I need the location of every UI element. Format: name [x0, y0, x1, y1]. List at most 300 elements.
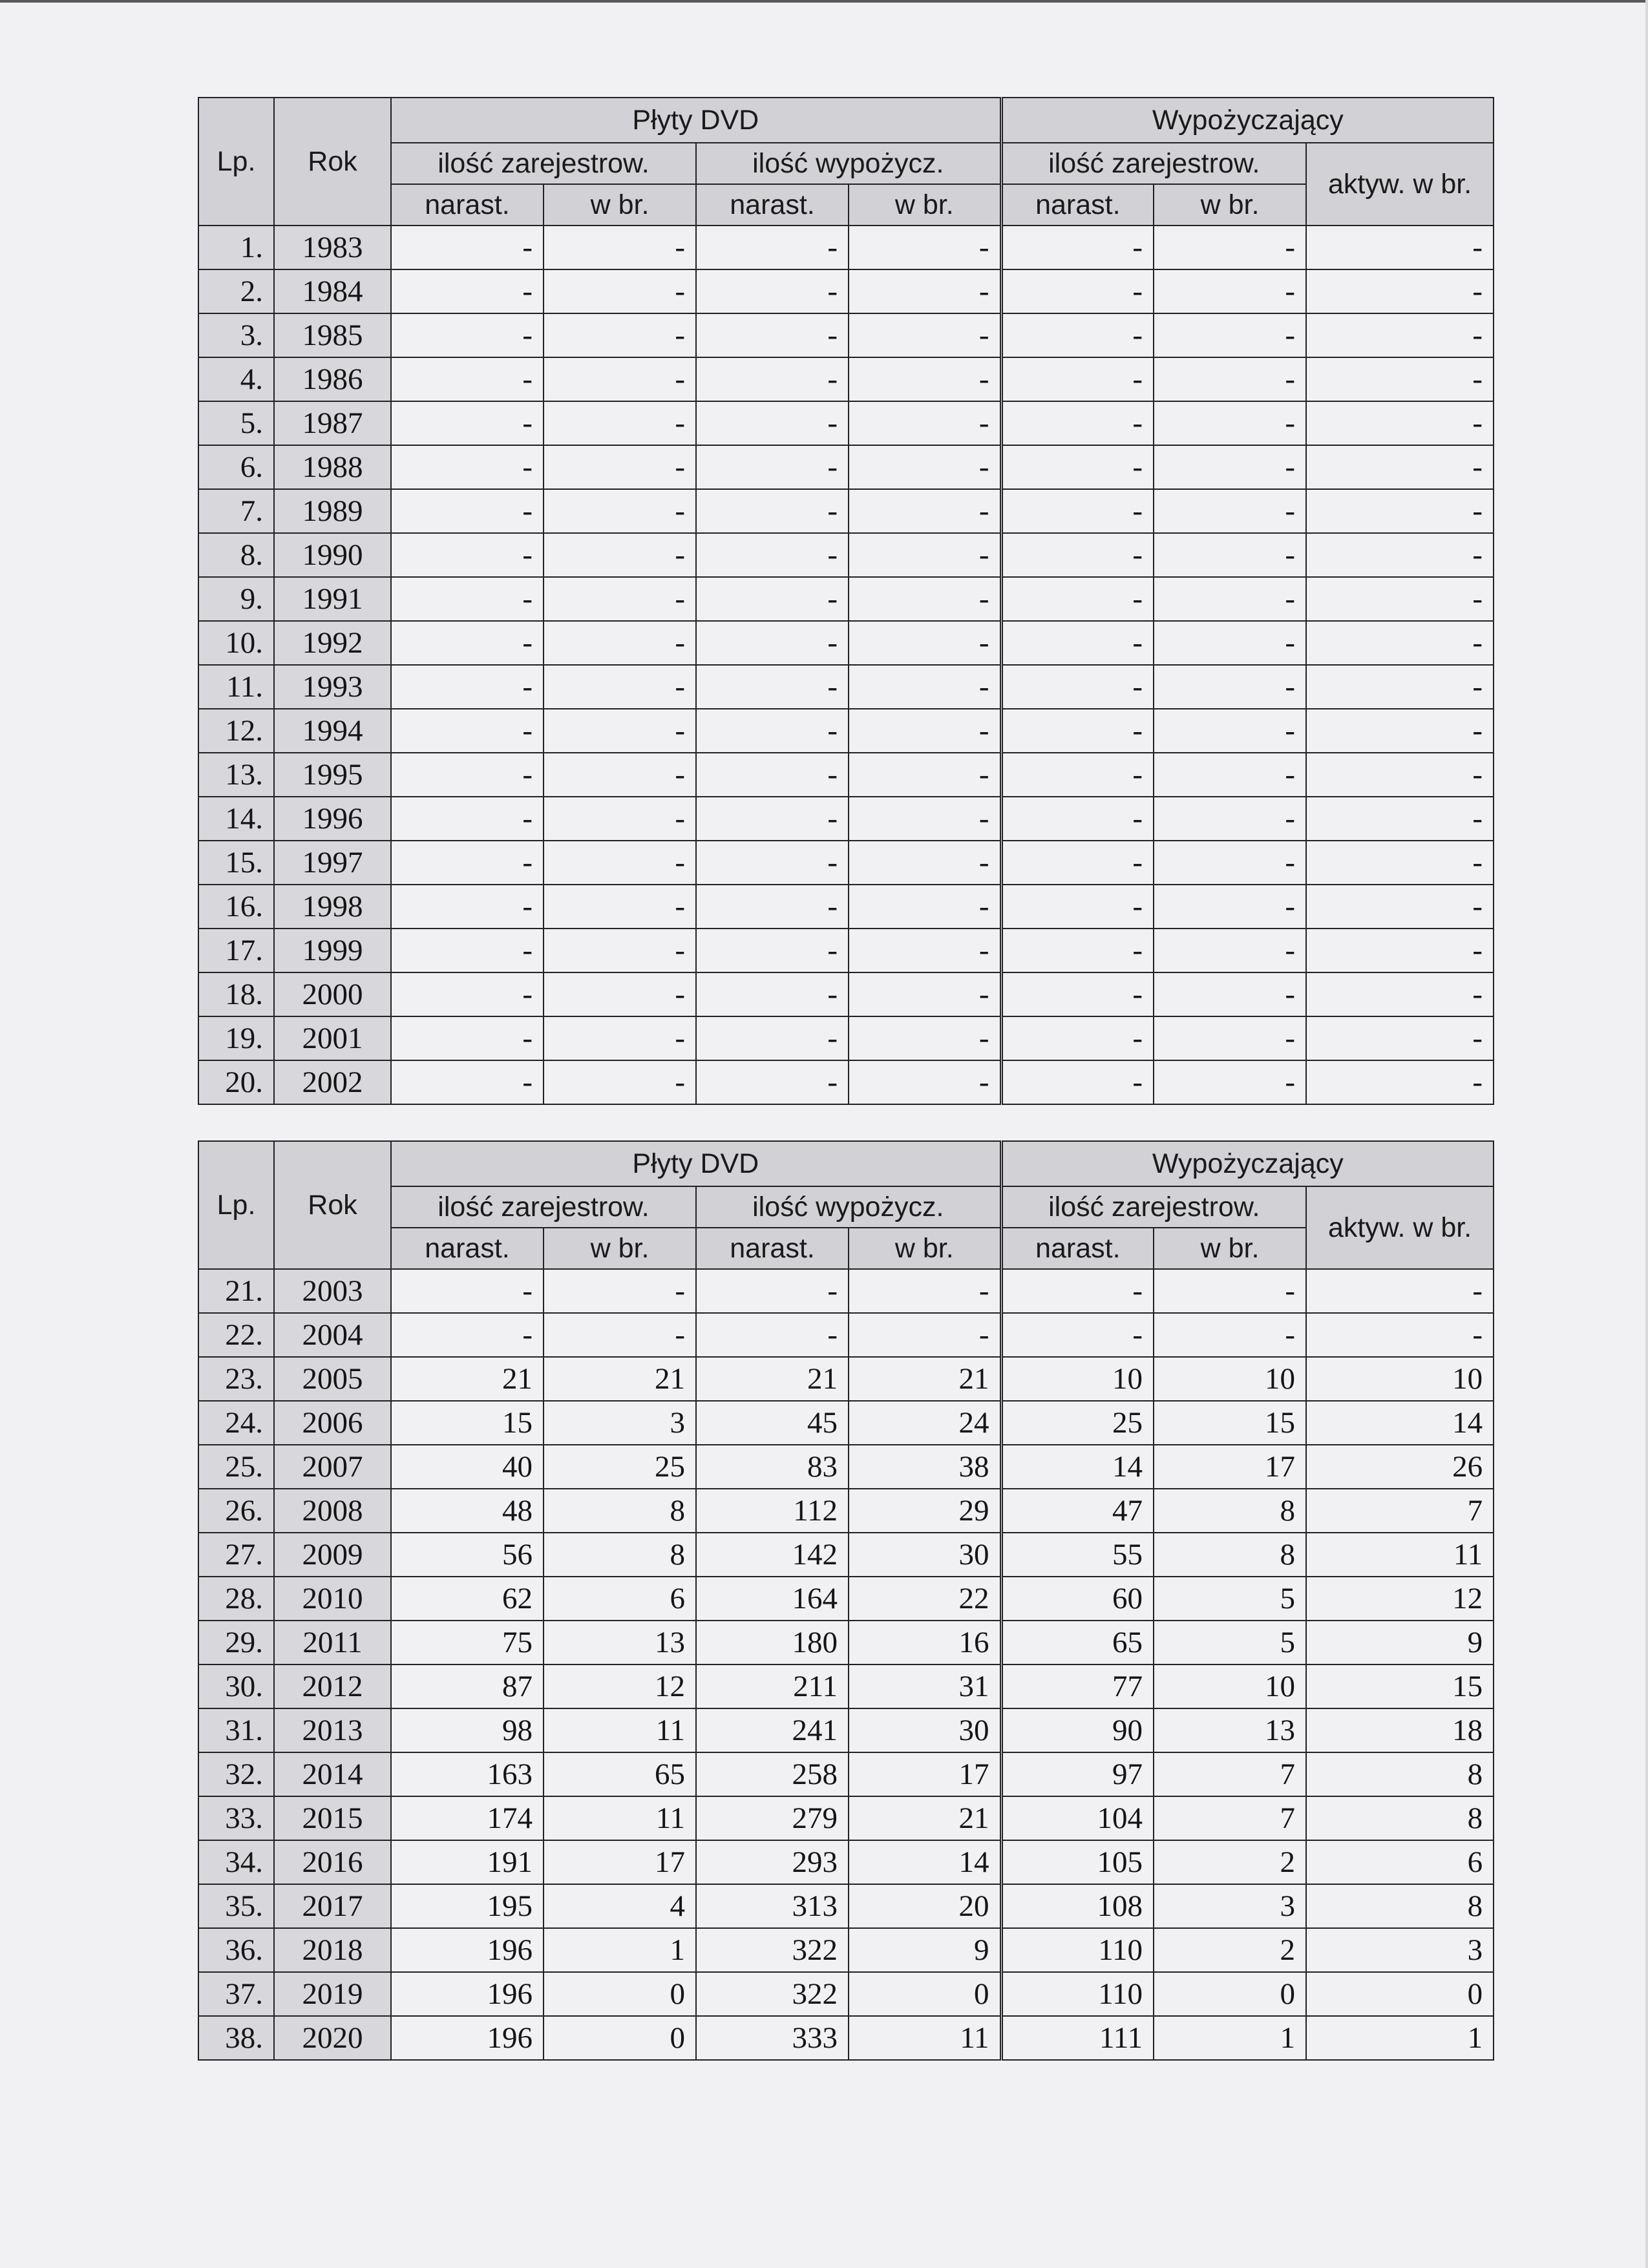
- header-lp: Lp.: [198, 1141, 274, 1269]
- dvd-registered-cumulative: 56: [391, 1533, 544, 1577]
- header-rok: Rok: [274, 1141, 391, 1269]
- row-year: 2018: [274, 1928, 391, 1972]
- dvd-loans-cumulative: 211: [696, 1664, 849, 1708]
- borrowers-registered-cumulative: 110: [1001, 1928, 1154, 1972]
- table-body: [198, 226, 1494, 1104]
- row-lp: 37.: [198, 1972, 274, 2016]
- row-lp: 2.: [198, 269, 274, 313]
- table-row: [198, 1313, 1494, 1357]
- row-year: 1991: [274, 577, 391, 621]
- borrowers-registered-cumulative: -: [1001, 313, 1154, 357]
- row-lp: 23.: [198, 1357, 274, 1401]
- dvd-loans-this-year: 22: [849, 1577, 1001, 1621]
- table-row: [198, 1533, 1494, 1577]
- dvd-stats-table-2: [198, 1140, 1494, 2061]
- dvd-loans-cumulative: -: [696, 841, 849, 885]
- borrowers-registered-this-year: 8: [1154, 1489, 1306, 1533]
- header-registered: ilość zarejestrow.: [391, 1186, 696, 1228]
- dvd-registered-cumulative: -: [391, 577, 544, 621]
- borrowers-registered-cumulative: 105: [1001, 1840, 1154, 1884]
- dvd-loans-cumulative: -: [696, 226, 849, 269]
- dvd-registered-cumulative: 75: [391, 1621, 544, 1664]
- row-year: 1998: [274, 885, 391, 929]
- dvd-registered-cumulative: -: [391, 972, 544, 1016]
- dvd-registered-cumulative: -: [391, 1016, 544, 1060]
- row-year: 2004: [274, 1313, 391, 1357]
- dvd-registered-cumulative: 163: [391, 1752, 544, 1796]
- borrowers-registered-cumulative: -: [1001, 357, 1154, 401]
- borrowers-registered-this-year: 2: [1154, 1840, 1306, 1884]
- row-lp: 10.: [198, 621, 274, 665]
- header-group-borrowers: Wypożyczający: [1001, 1141, 1494, 1186]
- table-row: [198, 1884, 1494, 1928]
- dvd-registered-this-year: 12: [544, 1664, 696, 1708]
- borrowers-registered-cumulative: 65: [1001, 1621, 1154, 1664]
- row-lp: 11.: [198, 665, 274, 709]
- row-lp: 36.: [198, 1928, 274, 1972]
- dvd-registered-this-year: -: [544, 1060, 696, 1104]
- row-year: 1994: [274, 709, 391, 753]
- dvd-registered-this-year: 17: [544, 1840, 696, 1884]
- borrowers-active-this-year: -: [1306, 841, 1494, 885]
- dvd-loans-cumulative: 258: [696, 1752, 849, 1796]
- dvd-loans-cumulative: 45: [696, 1401, 849, 1445]
- borrowers-registered-this-year: -: [1154, 577, 1306, 621]
- header-loans: ilość wypożycz.: [696, 143, 1001, 184]
- borrowers-active-this-year: -: [1306, 972, 1494, 1016]
- dvd-registered-this-year: 21: [544, 1357, 696, 1401]
- dvd-loans-this-year: -: [849, 841, 1001, 885]
- row-lp: 14.: [198, 797, 274, 841]
- dvd-loans-this-year: -: [849, 885, 1001, 929]
- dvd-registered-this-year: -: [544, 577, 696, 621]
- table-header: [198, 1141, 1494, 1269]
- borrowers-registered-this-year: -: [1154, 929, 1306, 972]
- dvd-loans-this-year: -: [849, 269, 1001, 313]
- borrowers-registered-cumulative: -: [1001, 797, 1154, 841]
- dvd-loans-cumulative: -: [696, 401, 849, 445]
- table-row: [198, 665, 1494, 709]
- dvd-loans-cumulative: 142: [696, 1533, 849, 1577]
- dvd-registered-cumulative: -: [391, 841, 544, 885]
- row-lp: 17.: [198, 929, 274, 972]
- dvd-registered-this-year: 13: [544, 1621, 696, 1664]
- table-row: [198, 1796, 1494, 1840]
- row-lp: 27.: [198, 1533, 274, 1577]
- row-year: 2005: [274, 1357, 391, 1401]
- row-year: 1993: [274, 665, 391, 709]
- dvd-loans-this-year: -: [849, 1313, 1001, 1357]
- borrowers-active-this-year: 6: [1306, 1840, 1494, 1884]
- dvd-loans-cumulative: -: [696, 709, 849, 753]
- dvd-registered-cumulative: -: [391, 929, 544, 972]
- borrowers-registered-this-year: 3: [1154, 1884, 1306, 1928]
- header-cumulative: narast.: [391, 1228, 544, 1269]
- dvd-registered-cumulative: 191: [391, 1840, 544, 1884]
- dvd-loans-this-year: 30: [849, 1708, 1001, 1752]
- row-lp: 6.: [198, 445, 274, 489]
- borrowers-registered-this-year: -: [1154, 226, 1306, 269]
- table-row: [198, 577, 1494, 621]
- dvd-registered-this-year: -: [544, 1016, 696, 1060]
- row-year: 1983: [274, 226, 391, 269]
- dvd-loans-cumulative: 180: [696, 1621, 849, 1664]
- row-year: 2020: [274, 2016, 391, 2060]
- dvd-registered-this-year: 25: [544, 1445, 696, 1489]
- borrowers-active-this-year: -: [1306, 621, 1494, 665]
- dvd-registered-cumulative: -: [391, 313, 544, 357]
- dvd-loans-cumulative: -: [696, 885, 849, 929]
- borrowers-registered-this-year: -: [1154, 269, 1306, 313]
- borrowers-active-this-year: 12: [1306, 1577, 1494, 1621]
- borrowers-registered-this-year: -: [1154, 709, 1306, 753]
- dvd-loans-this-year: -: [849, 401, 1001, 445]
- borrowers-registered-cumulative: -: [1001, 972, 1154, 1016]
- row-lp: 34.: [198, 1840, 274, 1884]
- dvd-registered-this-year: 8: [544, 1533, 696, 1577]
- dvd-loans-cumulative: -: [696, 929, 849, 972]
- borrowers-active-this-year: -: [1306, 1269, 1494, 1313]
- dvd-registered-this-year: 8: [544, 1489, 696, 1533]
- dvd-loans-this-year: 31: [849, 1664, 1001, 1708]
- table-row: [198, 1928, 1494, 1972]
- borrowers-registered-cumulative: -: [1001, 533, 1154, 577]
- borrowers-active-this-year: 14: [1306, 1401, 1494, 1445]
- dvd-registered-cumulative: -: [391, 885, 544, 929]
- borrowers-active-this-year: -: [1306, 489, 1494, 533]
- table-row: [198, 1445, 1494, 1489]
- dvd-registered-cumulative: 196: [391, 2016, 544, 2060]
- dvd-registered-this-year: 1: [544, 1928, 696, 1972]
- borrowers-active-this-year: -: [1306, 357, 1494, 401]
- dvd-loans-this-year: -: [849, 972, 1001, 1016]
- header-registered-borrowers: ilość zarejestrow.: [1001, 143, 1306, 184]
- table-row: [198, 1016, 1494, 1060]
- dvd-registered-cumulative: 98: [391, 1708, 544, 1752]
- row-year: 2010: [274, 1577, 391, 1621]
- dvd-loans-this-year: 21: [849, 1796, 1001, 1840]
- row-year: 1985: [274, 313, 391, 357]
- dvd-registered-this-year: 0: [544, 1972, 696, 2016]
- dvd-loans-cumulative: 293: [696, 1840, 849, 1884]
- table-row: [198, 313, 1494, 357]
- dvd-registered-this-year: -: [544, 357, 696, 401]
- dvd-loans-cumulative: -: [696, 665, 849, 709]
- row-lp: 12.: [198, 709, 274, 753]
- borrowers-active-this-year: -: [1306, 1313, 1494, 1357]
- table-row: [198, 401, 1494, 445]
- dvd-loans-cumulative: -: [696, 753, 849, 797]
- row-lp: 18.: [198, 972, 274, 1016]
- borrowers-registered-cumulative: -: [1001, 577, 1154, 621]
- dvd-registered-this-year: 11: [544, 1708, 696, 1752]
- borrowers-registered-cumulative: -: [1001, 1313, 1154, 1357]
- dvd-registered-cumulative: 196: [391, 1928, 544, 1972]
- borrowers-registered-cumulative: -: [1001, 489, 1154, 533]
- row-lp: 16.: [198, 885, 274, 929]
- borrowers-registered-this-year: -: [1154, 972, 1306, 1016]
- table-row: [198, 709, 1494, 753]
- borrowers-registered-cumulative: -: [1001, 885, 1154, 929]
- borrowers-active-this-year: 11: [1306, 1533, 1494, 1577]
- borrowers-registered-this-year: 13: [1154, 1708, 1306, 1752]
- row-year: 1995: [274, 753, 391, 797]
- row-year: 1987: [274, 401, 391, 445]
- dvd-registered-cumulative: -: [391, 445, 544, 489]
- dvd-loans-this-year: -: [849, 313, 1001, 357]
- borrowers-registered-cumulative: -: [1001, 445, 1154, 489]
- table-body: [198, 1269, 1494, 2060]
- dvd-loans-cumulative: -: [696, 445, 849, 489]
- table-row: [198, 885, 1494, 929]
- row-year: 2011: [274, 1621, 391, 1664]
- dvd-loans-this-year: 38: [849, 1445, 1001, 1489]
- borrowers-registered-cumulative: 77: [1001, 1664, 1154, 1708]
- row-year: 2000: [274, 972, 391, 1016]
- borrowers-active-this-year: 18: [1306, 1708, 1494, 1752]
- borrowers-active-this-year: -: [1306, 533, 1494, 577]
- dvd-loans-cumulative: 313: [696, 1884, 849, 1928]
- borrowers-registered-this-year: 0: [1154, 1972, 1306, 2016]
- dvd-registered-cumulative: 195: [391, 1884, 544, 1928]
- dvd-registered-this-year: 0: [544, 2016, 696, 2060]
- row-year: 2003: [274, 1269, 391, 1313]
- row-year: 1997: [274, 841, 391, 885]
- borrowers-registered-this-year: 15: [1154, 1401, 1306, 1445]
- table-row: [198, 1972, 1494, 2016]
- borrowers-registered-this-year: -: [1154, 489, 1306, 533]
- borrowers-active-this-year: -: [1306, 665, 1494, 709]
- table-row: [198, 1664, 1494, 1708]
- dvd-loans-cumulative: -: [696, 577, 849, 621]
- dvd-loans-cumulative: -: [696, 489, 849, 533]
- borrowers-active-this-year: -: [1306, 929, 1494, 972]
- borrowers-registered-cumulative: -: [1001, 665, 1154, 709]
- dvd-loans-cumulative: 241: [696, 1708, 849, 1752]
- table-row: [198, 2016, 1494, 2060]
- borrowers-registered-this-year: -: [1154, 1269, 1306, 1313]
- borrowers-registered-this-year: 7: [1154, 1796, 1306, 1840]
- row-lp: 33.: [198, 1796, 274, 1840]
- row-year: 2019: [274, 1972, 391, 2016]
- borrowers-registered-cumulative: 111: [1001, 2016, 1154, 2060]
- borrowers-active-this-year: 9: [1306, 1621, 1494, 1664]
- dvd-loans-this-year: 11: [849, 2016, 1001, 2060]
- header-active: aktyw. w br.: [1306, 143, 1494, 226]
- dvd-loans-this-year: -: [849, 1269, 1001, 1313]
- dvd-registered-cumulative: 48: [391, 1489, 544, 1533]
- dvd-loans-cumulative: -: [696, 972, 849, 1016]
- dvd-loans-this-year: -: [849, 621, 1001, 665]
- borrowers-active-this-year: 8: [1306, 1884, 1494, 1928]
- dvd-loans-cumulative: 112: [696, 1489, 849, 1533]
- borrowers-registered-cumulative: 108: [1001, 1884, 1154, 1928]
- dvd-registered-cumulative: -: [391, 401, 544, 445]
- row-lp: 38.: [198, 2016, 274, 2060]
- borrowers-registered-cumulative: 10: [1001, 1357, 1154, 1401]
- table-row: [198, 445, 1494, 489]
- table-row: [198, 1621, 1494, 1664]
- dvd-registered-this-year: 3: [544, 1401, 696, 1445]
- dvd-registered-cumulative: 40: [391, 1445, 544, 1489]
- dvd-registered-this-year: -: [544, 709, 696, 753]
- dvd-registered-cumulative: -: [391, 489, 544, 533]
- borrowers-registered-this-year: -: [1154, 665, 1306, 709]
- borrowers-registered-cumulative: -: [1001, 401, 1154, 445]
- borrowers-active-this-year: -: [1306, 753, 1494, 797]
- row-year: 1988: [274, 445, 391, 489]
- dvd-loans-this-year: 24: [849, 1401, 1001, 1445]
- header-this-year: w br.: [849, 1228, 1001, 1269]
- row-lp: 13.: [198, 753, 274, 797]
- header-group-borrowers: Wypożyczający: [1001, 98, 1494, 143]
- borrowers-registered-cumulative: -: [1001, 929, 1154, 972]
- borrowers-registered-this-year: -: [1154, 357, 1306, 401]
- dvd-loans-cumulative: -: [696, 797, 849, 841]
- dvd-loans-this-year: -: [849, 929, 1001, 972]
- borrowers-active-this-year: 3: [1306, 1928, 1494, 1972]
- borrowers-registered-cumulative: 14: [1001, 1445, 1154, 1489]
- borrowers-registered-cumulative: 97: [1001, 1752, 1154, 1796]
- dvd-loans-cumulative: 333: [696, 2016, 849, 2060]
- row-lp: 4.: [198, 357, 274, 401]
- borrowers-registered-cumulative: 55: [1001, 1533, 1154, 1577]
- dvd-loans-this-year: 21: [849, 1357, 1001, 1401]
- row-lp: 5.: [198, 401, 274, 445]
- row-year: 1989: [274, 489, 391, 533]
- row-year: 2015: [274, 1796, 391, 1840]
- dvd-registered-this-year: -: [544, 401, 696, 445]
- dvd-loans-this-year: -: [849, 1016, 1001, 1060]
- dvd-loans-this-year: -: [849, 533, 1001, 577]
- borrowers-registered-cumulative: 90: [1001, 1708, 1154, 1752]
- borrowers-active-this-year: -: [1306, 313, 1494, 357]
- row-lp: 35.: [198, 1884, 274, 1928]
- dvd-registered-cumulative: 196: [391, 1972, 544, 2016]
- header-cumulative: narast.: [1001, 184, 1154, 226]
- dvd-registered-this-year: -: [544, 665, 696, 709]
- row-lp: 26.: [198, 1489, 274, 1533]
- scan-edge-top: [0, 0, 1648, 3]
- header-lp: Lp.: [198, 98, 274, 226]
- row-lp: 21.: [198, 1269, 274, 1313]
- row-year: 1996: [274, 797, 391, 841]
- borrowers-registered-this-year: -: [1154, 1060, 1306, 1104]
- row-lp: 30.: [198, 1664, 274, 1708]
- header-this-year: w br.: [1154, 184, 1306, 226]
- borrowers-registered-this-year: 10: [1154, 1664, 1306, 1708]
- dvd-registered-this-year: -: [544, 533, 696, 577]
- header-cumulative: narast.: [696, 184, 849, 226]
- row-lp: 31.: [198, 1708, 274, 1752]
- row-year: 2001: [274, 1016, 391, 1060]
- dvd-registered-cumulative: -: [391, 1269, 544, 1313]
- dvd-registered-cumulative: -: [391, 797, 544, 841]
- borrowers-registered-cumulative: 110: [1001, 1972, 1154, 2016]
- table-row: [198, 1357, 1494, 1401]
- borrowers-active-this-year: -: [1306, 709, 1494, 753]
- table-row: [198, 489, 1494, 533]
- dvd-loans-this-year: 30: [849, 1533, 1001, 1577]
- dvd-registered-cumulative: 87: [391, 1664, 544, 1708]
- dvd-registered-this-year: -: [544, 885, 696, 929]
- row-year: 2002: [274, 1060, 391, 1104]
- table-row: [198, 269, 1494, 313]
- table-row: [198, 1840, 1494, 1884]
- dvd-registered-this-year: -: [544, 489, 696, 533]
- dvd-registered-this-year: -: [544, 445, 696, 489]
- dvd-loans-cumulative: 279: [696, 1796, 849, 1840]
- dvd-loans-cumulative: 21: [696, 1357, 849, 1401]
- dvd-registered-cumulative: -: [391, 269, 544, 313]
- dvd-loans-cumulative: -: [696, 269, 849, 313]
- borrowers-active-this-year: 8: [1306, 1752, 1494, 1796]
- borrowers-registered-cumulative: -: [1001, 1016, 1154, 1060]
- dvd-registered-cumulative: 21: [391, 1357, 544, 1401]
- table-header: [198, 98, 1494, 226]
- borrowers-active-this-year: 8: [1306, 1796, 1494, 1840]
- dvd-registered-cumulative: 174: [391, 1796, 544, 1840]
- table-row: [198, 841, 1494, 885]
- header-group-dvd: Płyty DVD: [391, 98, 1001, 143]
- dvd-loans-this-year: -: [849, 226, 1001, 269]
- dvd-loans-this-year: 16: [849, 1621, 1001, 1664]
- borrowers-registered-cumulative: 47: [1001, 1489, 1154, 1533]
- row-lp: 8.: [198, 533, 274, 577]
- table-row: [198, 1269, 1494, 1313]
- dvd-registered-this-year: -: [544, 841, 696, 885]
- borrowers-registered-this-year: 5: [1154, 1577, 1306, 1621]
- table-row: [198, 929, 1494, 972]
- borrowers-registered-cumulative: -: [1001, 269, 1154, 313]
- table-row: [198, 1060, 1494, 1104]
- borrowers-registered-this-year: -: [1154, 797, 1306, 841]
- borrowers-registered-this-year: -: [1154, 1016, 1306, 1060]
- dvd-loans-cumulative: -: [696, 313, 849, 357]
- dvd-registered-cumulative: -: [391, 357, 544, 401]
- row-lp: 29.: [198, 1621, 274, 1664]
- borrowers-registered-this-year: 17: [1154, 1445, 1306, 1489]
- dvd-loans-this-year: 29: [849, 1489, 1001, 1533]
- row-year: 1986: [274, 357, 391, 401]
- row-lp: 9.: [198, 577, 274, 621]
- dvd-loans-this-year: -: [849, 445, 1001, 489]
- dvd-loans-this-year: 0: [849, 1972, 1001, 2016]
- dvd-registered-this-year: -: [544, 621, 696, 665]
- borrowers-active-this-year: -: [1306, 797, 1494, 841]
- table-row: [198, 1489, 1494, 1533]
- row-lp: 28.: [198, 1577, 274, 1621]
- table-row: [198, 1752, 1494, 1796]
- row-year: 2007: [274, 1445, 391, 1489]
- table-row: [198, 753, 1494, 797]
- dvd-loans-cumulative: -: [696, 1016, 849, 1060]
- dvd-registered-this-year: 11: [544, 1796, 696, 1840]
- row-year: 2013: [274, 1708, 391, 1752]
- row-lp: 1.: [198, 226, 274, 269]
- table-row: [198, 357, 1494, 401]
- dvd-loans-cumulative: -: [696, 1269, 849, 1313]
- borrowers-registered-this-year: 7: [1154, 1752, 1306, 1796]
- row-year: 2016: [274, 1840, 391, 1884]
- dvd-loans-cumulative: 164: [696, 1577, 849, 1621]
- row-year: 1999: [274, 929, 391, 972]
- borrowers-active-this-year: 0: [1306, 1972, 1494, 2016]
- dvd-loans-this-year: -: [849, 1060, 1001, 1104]
- table-row: [198, 797, 1494, 841]
- borrowers-active-this-year: 15: [1306, 1664, 1494, 1708]
- borrowers-registered-cumulative: -: [1001, 1269, 1154, 1313]
